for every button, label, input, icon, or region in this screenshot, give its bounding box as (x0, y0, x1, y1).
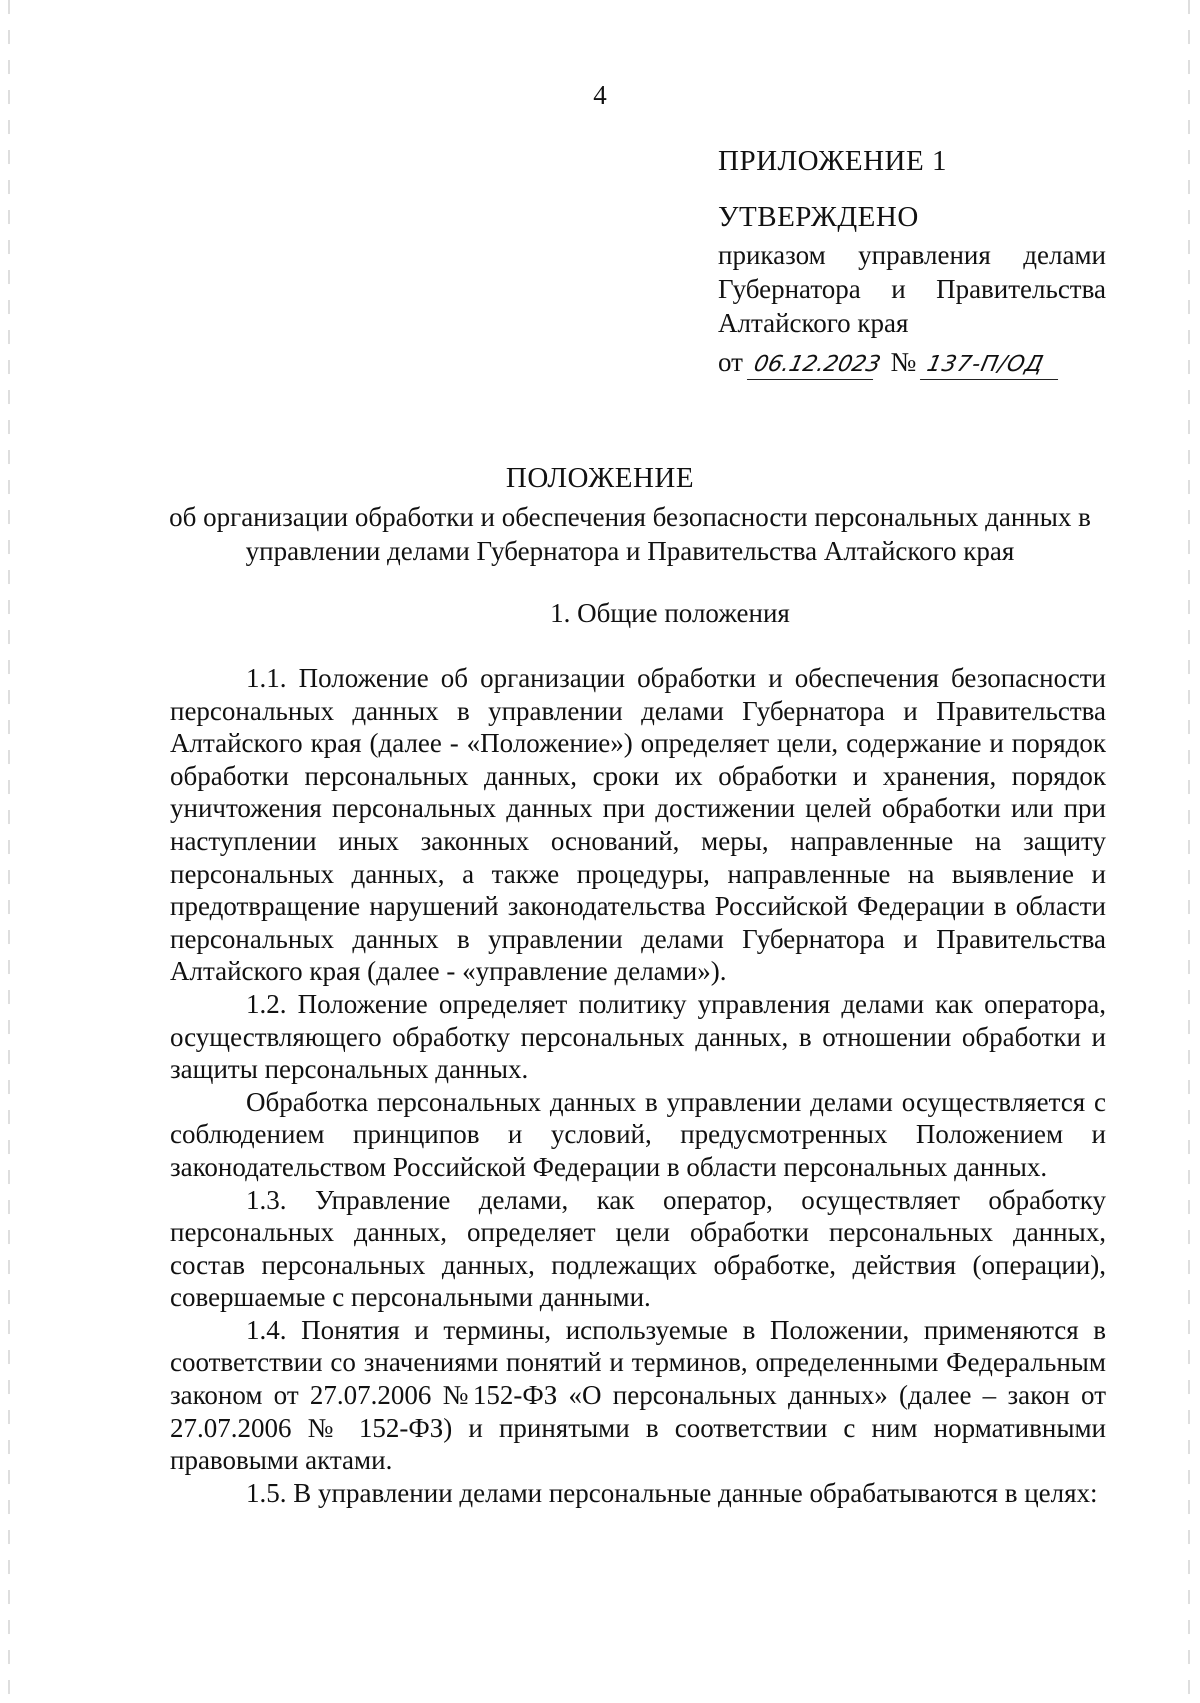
document-subtitle: об организации обработки и обеспечения безопасности персональных данных в управлении делами Губернатора и Правительства Алтайского края (169, 502, 1091, 566)
section-heading: 1. Общие положения (550, 598, 790, 628)
body-text (170, 662, 1106, 1509)
document-title: ПОЛОЖЕНИЕ (505, 462, 695, 494)
paragraph-1-3: 1.3. Управление делами, как оператор, осуществляет обработку персональных данных, определяет цели обработки персональных данных, состав персональных данных, подлежащих обработке, действия (операции), совершаемые с персональными данными. (170, 1184, 1106, 1313)
paragraph-1-2: 1.2. Положение определяет политику управления делами как оператора, осуществляющего обработку персональных данных, в отношении обработки и защиты персональных данных. (170, 988, 1106, 1085)
handwritten-date: 06.12.2023 (747, 351, 879, 380)
scan-edge-right (1188, 0, 1190, 1703)
paragraph-1-4: 1.4. Понятия и термины, используемые в Положении, применяются в соответствии со значениями понятий и терминов, определенными Федеральным законом от 27.07.2006 №152-ФЗ «О персональных данных» (далее – закон от 27.07.2006 № 152-ФЗ) и принятыми в соответствии с ним нормативными правовыми актами. (170, 1314, 1106, 1476)
handwritten-number: 137-П/ОД (920, 351, 1064, 380)
appendix-title: ПРИЛОЖЕНИЕ 1 (718, 145, 947, 177)
paragraph-1-2-processing: Обработка персональных данных в управлении делами осуществляется с соблюдением принципов и условий, предусмотренных Положением и законодательством Российской Федерации в области персональных данных. (170, 1086, 1106, 1182)
approval-order-line: Алтайского края (718, 308, 909, 338)
approval-order-line: Губернатора и Правительства (718, 274, 1106, 304)
approval-order-line: приказом управления делами (718, 240, 1106, 270)
page-number: 4 (593, 80, 607, 110)
paragraph-1-5: 1.5. В управлении делами персональные данные обрабатываются в целях: (246, 1477, 1098, 1508)
approved-title: УТВЕРЖДЕНО (718, 201, 919, 233)
approval-date-number-line (718, 342, 1106, 382)
approval-block (718, 140, 1106, 382)
date-prefix: от (718, 347, 743, 377)
number-sign: № (890, 347, 917, 377)
paragraph-1-1: 1.1. Положение об организации обработки и обеспечения безопасности персональных данных в управлении делами Губернатора и Правительства Алтайского края (далее - «Положение») определяет цели, содержание и порядок обработки персональных данных, сроки их обработки и хранения, порядок уничтожения персональных данных при достижении целей обработки или при наступлении иных законных оснований, меры, направленные на защиту персональных данных, а также процедуры, направленные на выявление и предотвращение нарушений законодательства Российской Федерации в области персональных данных в управлении делами Губернатора и Правительства Алтайского края (далее - «управление делами»). (170, 663, 1106, 987)
scan-edge-left (8, 0, 10, 1703)
